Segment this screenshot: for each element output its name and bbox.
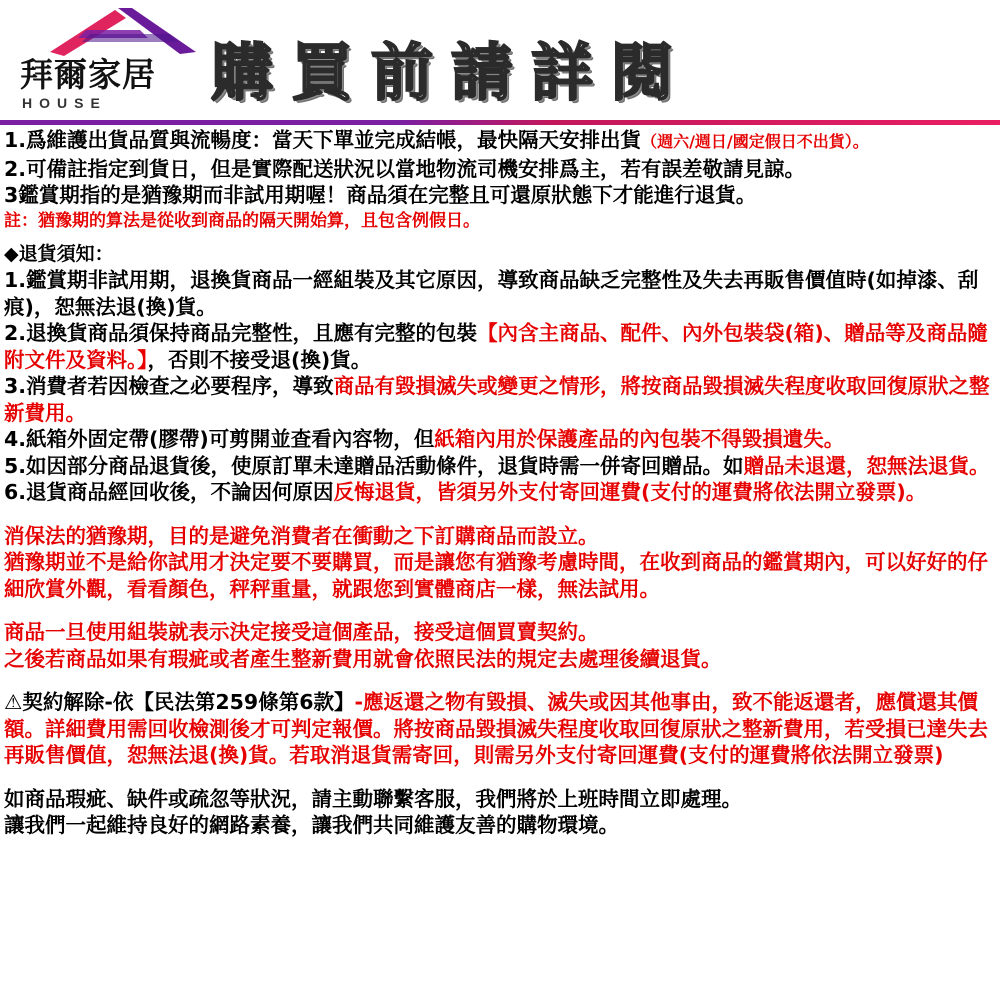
return-item-2-text-b: ，否則不接受退(換)貨。 xyxy=(147,347,372,372)
warning-triangle-icon: ⚠ xyxy=(4,690,23,714)
warning-law-reference: 【民法第259條第6款】 xyxy=(133,690,355,714)
header xyxy=(0,0,1000,120)
top-note-2-text: 2.可備註指定到貨日，但是實際配送狀況以當地物流司機安排爲主，若有誤差敬請見諒。 xyxy=(4,156,806,181)
cooling-off-line-2: 猶豫期並不是給你試用才決定要不要購買，而是讓您有猶豫考慮時間，在收到商品的鑑賞期內，可以好好的仔細欣賞外觀，看看顏色，秤秤重量，就跟您到實體商店一樣，無法試用。 xyxy=(4,550,988,601)
return-item-5-text: 5.如因部分商品退貨後，使原訂單未達贈品活動條件，退貨時需一併寄回贈品。如 xyxy=(4,453,744,478)
top-note-3 xyxy=(4,182,996,209)
contract-line-1: 商品一旦使用組裝就表示決定接受這個產品，接受這個買賣契約。 xyxy=(4,620,599,644)
return-item-3 xyxy=(4,373,996,426)
return-policy-heading: ◆退貨須知： xyxy=(4,242,114,265)
top-note-3-text: 3鑑賞期指的是猶豫期而非試用期喔！商品須在完整且可還原狀態下才能進行退貨。 xyxy=(4,183,757,207)
footer-line-1: 如商品瑕疵、缺件或疏忽等狀況，請主動聯繫客服，我們將於上班時間立即處理。 xyxy=(4,786,742,811)
return-item-1 xyxy=(4,267,996,320)
warning-emphasis: -應返還之物有毀損、滅失或因其他事由，致不能返還者，應償還其價額。詳細費用需回收檢測後才可判定報價。將按商品毀損滅失程度收取回復原狀之整新費用，若受損已達失去再販售價值，恕無法退(換)貨。若取消退貨需寄回，則需另外支付寄回運費(支付的運費將依法開立發票) xyxy=(4,690,988,767)
roof-chevron-icon xyxy=(20,4,200,56)
return-item-5-emphasis: 贈品未退還，恕無法退貨。 xyxy=(743,453,990,478)
content xyxy=(0,125,1000,839)
top-note-1 xyxy=(4,127,996,156)
top-note-1-emphasis: （週六/週日/國定假日不出貨）。 xyxy=(641,132,869,151)
return-item-1-text: 1.鑑賞期非試用期，退換貨商品一經組裝及其它原因，導致商品缺乏完整性及失去再販售價值時(如掉漆、刮痕)，恕無法退(換)貨。 xyxy=(4,268,979,319)
return-item-3-text: 3.消費者若因檢查之必要程序，導致 xyxy=(4,374,334,398)
return-item-6 xyxy=(4,479,996,506)
warning-block xyxy=(4,689,996,769)
page-title: 購買前請詳閱 xyxy=(211,36,692,109)
brand-subtitle: HOUSE xyxy=(22,95,107,111)
remark-line: 註：猶豫期的算法是從收到商品的隔天開始算，且包含例假日。 xyxy=(4,210,480,231)
footer-line-2: 讓我們一起維持良好的網路素養，讓我們共同維護友善的購物環境。 xyxy=(4,813,619,837)
return-item-3-emphasis: 商品有毀損滅失或變更之情形，將按商品毀損滅失程度收取回復原狀之整新費用。 xyxy=(4,374,990,425)
return-item-6-emphasis: 反悔退貨，皆須另外支付寄回運費(支付的運費將依法開立發票)。 xyxy=(333,480,927,504)
top-note-2 xyxy=(4,156,996,183)
brand-logo xyxy=(6,4,211,116)
return-item-2 xyxy=(4,320,996,373)
contract-line-2: 之後若商品如果有瑕疵或者產生整新費用就會依照民法的規定去處理後續退貨。 xyxy=(4,646,722,671)
return-item-5 xyxy=(4,453,996,480)
return-item-2-emphasis: 【內含主商品、配件、內外包裝袋(箱)、贈品等及商品隨附文件及資料。】 xyxy=(4,321,988,372)
return-item-6-text: 6.退貨商品經回收後，不論因何原因 xyxy=(4,480,334,504)
return-item-4-text: 4.紙箱外固定帶(膠帶)可剪開並查看內容物，但 xyxy=(4,427,435,451)
return-item-2-text-a: 2.退換貨商品須保持商品完整性，且應有完整的包裝 xyxy=(4,321,478,345)
cooling-off-line-1: 消保法的猶豫期，目的是避免消費者在衝動之下訂購商品而設立。 xyxy=(4,523,599,548)
warning-text-a: 契約解除-依 xyxy=(22,690,134,714)
return-item-4-emphasis: 紙箱內用於保護產品的內包裝不得毀損遺失。 xyxy=(434,427,845,451)
brand-name: 拜爾家居 xyxy=(20,55,156,94)
top-note-1-text: 1.爲維護出貨品質與流暢度：當天下單並完成結帳，最快隔天安排出貨 xyxy=(4,128,642,152)
return-item-4 xyxy=(4,426,996,453)
